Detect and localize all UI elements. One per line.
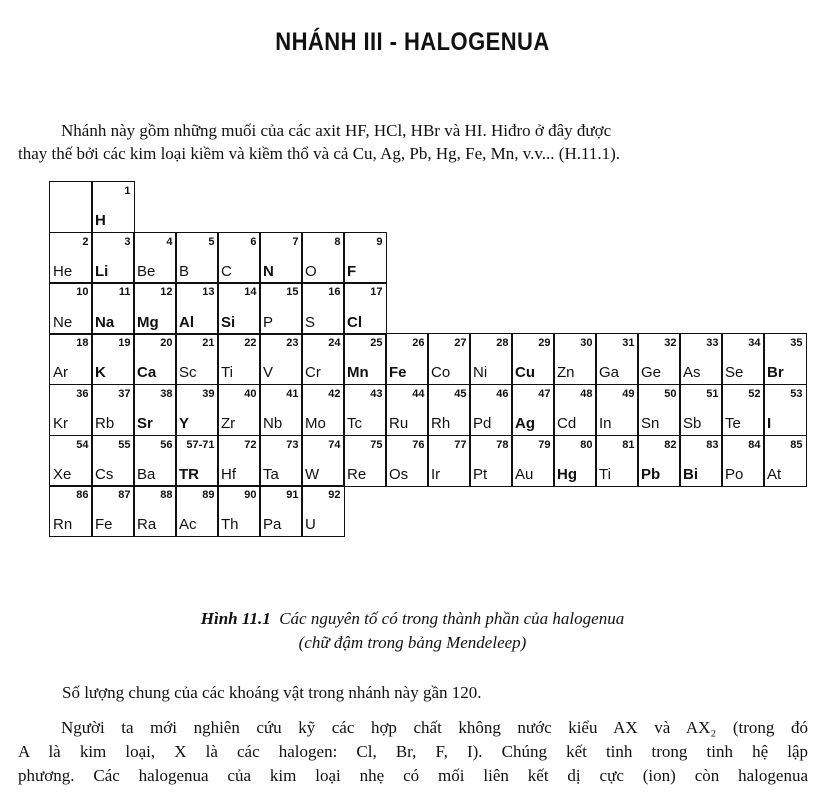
caption-label: Hình 11.1 [200, 609, 271, 628]
element-symbol: Ba [137, 465, 156, 483]
element-cell-nb [259, 384, 303, 436]
element-cell-fe [385, 333, 429, 385]
caption-text: Các nguyên tố có trong thành phần của halogenua [279, 609, 625, 628]
element-symbol: Cd [557, 414, 577, 432]
element-symbol: Zr [221, 414, 236, 432]
element-symbol: Au [515, 465, 534, 483]
atomic-number: 79 [538, 438, 551, 451]
atomic-number: 90 [244, 489, 257, 502]
element-symbol: O [305, 262, 317, 280]
atomic-number: 88 [160, 489, 173, 502]
atomic-number: 39 [202, 387, 215, 400]
element-symbol: Nb [263, 414, 283, 432]
element-symbol: S [305, 313, 316, 331]
element-cell-tr [175, 435, 219, 487]
element-cell-he [49, 232, 93, 284]
atomic-number: 72 [244, 438, 257, 451]
atomic-number: 27 [454, 337, 467, 350]
element-symbol: He [53, 262, 73, 280]
element-cell-sn [637, 384, 681, 436]
element-cell-u [301, 485, 345, 537]
intro-line-2: thay thế bởi các kim loại kiềm và kiềm thổ và cả Cu, Ag, Pb, Hg, Fe, Mn, v.v... (H.11.1). [18, 144, 620, 163]
element-cell-rb [91, 384, 135, 436]
element-cell-f [343, 232, 387, 284]
atomic-number: 3 [124, 235, 131, 248]
element-cell-sc [175, 333, 219, 385]
atomic-number: 40 [244, 387, 257, 400]
atomic-number: 55 [118, 438, 131, 451]
element-symbol: K [95, 364, 106, 382]
caption-line-1 [0, 607, 825, 631]
element-cell-ti [595, 435, 639, 487]
element-symbol: Pd [473, 414, 492, 432]
element-cell-ru [385, 384, 429, 436]
element-cell-cu [511, 333, 555, 385]
element-symbol: I [767, 414, 772, 432]
atomic-number: 73 [286, 438, 299, 451]
atomic-number: 49 [622, 387, 635, 400]
element-cell-kr [49, 384, 93, 436]
atomic-number: 34 [748, 337, 761, 350]
element-cell-s [301, 282, 345, 334]
atomic-number: 33 [706, 337, 719, 350]
element-symbol: Ta [263, 465, 279, 483]
element-symbol: Hg [557, 465, 577, 483]
atomic-number: 7 [292, 235, 299, 248]
element-symbol: In [599, 414, 612, 432]
element-symbol: Cu [515, 364, 535, 382]
element-symbol: Cr [305, 364, 321, 382]
element-cell-co [427, 333, 471, 385]
element-cell-i [763, 384, 807, 436]
element-symbol: Rh [431, 414, 451, 432]
element-symbol: N [263, 262, 274, 280]
element-cell-h [91, 181, 135, 233]
page-title: NHÁNH III - HALOGENUA [275, 28, 550, 56]
atomic-number: 23 [286, 337, 299, 350]
atomic-number: 52 [748, 387, 761, 400]
atomic-number: 1 [124, 185, 131, 197]
element-symbol: Ge [641, 364, 662, 382]
element-cell-hg [553, 435, 597, 487]
element-cell-re [343, 435, 387, 487]
element-cell-na [91, 282, 135, 334]
atomic-number: 9 [376, 235, 383, 248]
element-cell-n [259, 232, 303, 284]
atomic-number: 4 [166, 235, 173, 248]
element-symbol: Sb [683, 414, 702, 432]
atomic-number: 2 [82, 235, 89, 248]
atomic-number: 17 [370, 286, 383, 299]
atomic-number: 36 [76, 387, 89, 400]
atomic-number: 80 [580, 438, 593, 451]
element-cell-rh [427, 384, 471, 436]
element-symbol: Sn [641, 414, 660, 432]
element-cell-ir [427, 435, 471, 487]
element-cell-k [91, 333, 135, 385]
atomic-number: 47 [538, 387, 551, 400]
atomic-number: 10 [76, 286, 89, 299]
element-symbol: C [221, 262, 232, 280]
element-cell-bi [679, 435, 723, 487]
element-symbol: Kr [53, 414, 68, 432]
element-cell-cl [343, 282, 387, 334]
element-symbol: Si [221, 313, 236, 331]
element-cell-ti [217, 333, 261, 385]
element-cell-au [511, 435, 555, 487]
element-cell-be [133, 232, 177, 284]
caption-line-2: (chữ đậm trong bảng Mendeleep) [298, 633, 527, 652]
element-symbol: Ti [599, 465, 611, 483]
atomic-number: 30 [580, 337, 593, 350]
element-cell-zn [553, 333, 597, 385]
element-symbol: Ti [221, 364, 233, 382]
element-symbol: Fe [95, 516, 113, 534]
element-cell-mo [301, 384, 345, 436]
atomic-number: 19 [118, 337, 131, 350]
element-symbol: Th [221, 516, 239, 534]
element-cell-li [91, 232, 135, 284]
element-symbol: Po [725, 465, 744, 483]
figure-caption [0, 607, 825, 655]
atomic-number: 35 [790, 337, 803, 350]
atomic-number: 74 [328, 438, 341, 451]
element-cell-cd [553, 384, 597, 436]
element-cell-th [217, 485, 261, 537]
element-symbol: Re [347, 465, 367, 483]
body-line-3: phương. Các halogenua của kim loại nhẹ có mối liên kết dị cực (ion) còn halogenua [18, 766, 808, 785]
element-symbol: Ag [515, 414, 535, 432]
element-cell-tc [343, 384, 387, 436]
element-symbol: Y [179, 414, 190, 432]
atomic-number: 11 [118, 286, 131, 299]
element-symbol: Be [137, 262, 156, 280]
element-symbol: H [95, 212, 106, 230]
atomic-number: 87 [118, 489, 131, 502]
element-symbol: P [263, 313, 274, 331]
element-cell-al [175, 282, 219, 334]
element-cell-c [217, 232, 261, 284]
atomic-number: 77 [454, 438, 467, 451]
atomic-number: 22 [244, 337, 257, 350]
element-symbol: Pt [473, 465, 488, 483]
element-cell-ta [259, 435, 303, 487]
atomic-number: 81 [622, 438, 635, 451]
atomic-number: 84 [748, 438, 761, 451]
atomic-number: 85 [790, 438, 803, 451]
atomic-number: 6 [250, 235, 257, 248]
element-symbol: Ar [53, 364, 68, 382]
atomic-number: 50 [664, 387, 677, 400]
element-symbol: Sc [179, 364, 197, 382]
element-symbol: V [263, 364, 274, 382]
element-cell-ar [49, 333, 93, 385]
element-symbol: Ni [473, 364, 488, 382]
atomic-number: 5 [208, 235, 215, 248]
element-cell-rn [49, 485, 93, 537]
element-cell-sr [133, 384, 177, 436]
element-symbol: Mg [137, 313, 159, 331]
element-symbol: Mn [347, 364, 369, 382]
atomic-number: 24 [328, 337, 341, 350]
element-symbol: Pa [263, 516, 282, 534]
atomic-number: 76 [412, 438, 425, 451]
element-cell-v [259, 333, 303, 385]
atomic-number: 15 [286, 286, 299, 299]
element-cell-ga [595, 333, 639, 385]
element-cell-pb [637, 435, 681, 487]
atomic-number: 18 [76, 337, 89, 350]
element-cell-si [217, 282, 261, 334]
atomic-number: 29 [538, 337, 551, 350]
element-cell-hf [217, 435, 261, 487]
atomic-number: 16 [328, 286, 341, 299]
element-cell-ba [133, 435, 177, 487]
atomic-number: 46 [496, 387, 509, 400]
element-symbol: Na [95, 313, 115, 331]
element-symbol: Co [431, 364, 451, 382]
element-symbol: Ne [53, 313, 73, 331]
atomic-number: 20 [160, 337, 173, 350]
atomic-number: 56 [160, 438, 173, 451]
body-paragraph [18, 716, 808, 788]
atomic-number: 21 [202, 337, 215, 350]
atomic-number: 44 [412, 387, 425, 400]
element-symbol: Li [95, 262, 109, 280]
element-cell-o [301, 232, 345, 284]
atomic-number: 37 [118, 387, 131, 400]
element-symbol: At [767, 465, 782, 483]
atomic-number: 53 [790, 387, 803, 400]
element-symbol: F [347, 262, 357, 280]
element-cell-ac [175, 485, 219, 537]
element-cell-y [175, 384, 219, 436]
atomic-number: 54 [76, 438, 89, 451]
element-symbol: Rb [95, 414, 115, 432]
atomic-number: 32 [664, 337, 677, 350]
element-symbol: Cs [95, 465, 114, 483]
element-cell-ni [469, 333, 513, 385]
element-symbol: Al [179, 313, 194, 331]
atomic-number: 75 [370, 438, 383, 451]
element-cell-w [301, 435, 345, 487]
atomic-number: 57-71 [186, 438, 215, 451]
blank-cell [49, 181, 93, 233]
count-paragraph: Số lượng chung của các khoáng vật trong nhánh này gần 120. [62, 683, 482, 702]
element-symbol: Tc [347, 414, 362, 432]
element-symbol: Ru [389, 414, 409, 432]
element-cell-ge [637, 333, 681, 385]
element-cell-se [721, 333, 765, 385]
element-cell-os [385, 435, 429, 487]
element-symbol: Cl [347, 313, 362, 331]
atomic-number: 89 [202, 489, 215, 502]
atomic-number: 48 [580, 387, 593, 400]
atomic-number: 28 [496, 337, 509, 350]
element-symbol: W [305, 465, 320, 483]
element-symbol: Zn [557, 364, 575, 382]
atomic-number: 78 [496, 438, 509, 451]
element-symbol: Xe [53, 465, 72, 483]
body-line-1: Người ta mới nghiên cứu kỹ các hợp chất không nước kiểu AX và AX₂ (trong đó [61, 718, 808, 737]
element-symbol: Hf [221, 465, 236, 483]
atomic-number: 83 [706, 438, 719, 451]
element-symbol: Sr [137, 414, 153, 432]
atomic-number: 45 [454, 387, 467, 400]
atomic-number: 43 [370, 387, 383, 400]
atomic-number: 42 [328, 387, 341, 400]
element-symbol: B [179, 262, 190, 280]
element-symbol: As [683, 364, 701, 382]
element-symbol: Os [389, 465, 409, 483]
atomic-number: 26 [412, 337, 425, 350]
element-symbol: Se [725, 364, 744, 382]
element-symbol: Rn [53, 516, 73, 534]
atomic-number: 31 [622, 337, 635, 350]
intro-line-1: Nhánh này gồm những muối của các axit HF, HCl, HBr và HI. Hiđro ở đây được [61, 121, 612, 140]
element-cell-pa [259, 485, 303, 537]
element-cell-cr [301, 333, 345, 385]
element-symbol: Te [725, 414, 741, 432]
element-symbol: Ra [137, 516, 157, 534]
element-cell-zr [217, 384, 261, 436]
element-cell-mn [343, 333, 387, 385]
element-cell-as [679, 333, 723, 385]
element-symbol: Mo [305, 414, 326, 432]
element-cell-ra [133, 485, 177, 537]
atomic-number: 14 [244, 286, 257, 299]
element-cell-xe [49, 435, 93, 487]
element-cell-ca [133, 333, 177, 385]
element-symbol: Pb [641, 465, 661, 483]
element-cell-p [259, 282, 303, 334]
element-symbol: Ca [137, 364, 157, 382]
element-cell-te [721, 384, 765, 436]
element-symbol: Bi [683, 465, 698, 483]
element-symbol: TR [179, 465, 199, 483]
body-line-2: A là kim loại, X là các halogen: Cl, Br, F, I). Chúng kết tinh trong tinh hệ lập [18, 742, 808, 761]
element-symbol: Ac [179, 516, 197, 534]
element-cell-b [175, 232, 219, 284]
element-cell-fe [91, 485, 135, 537]
atomic-number: 41 [286, 387, 299, 400]
element-symbol: Ir [431, 465, 441, 483]
element-cell-mg [133, 282, 177, 334]
atomic-number: 92 [328, 489, 341, 502]
element-cell-in [595, 384, 639, 436]
atomic-number: 86 [76, 489, 89, 502]
element-symbol: Br [767, 364, 784, 382]
element-cell-pt [469, 435, 513, 487]
element-cell-at [763, 435, 807, 487]
element-cell-ne [49, 282, 93, 334]
element-symbol: U [305, 516, 316, 534]
element-cell-ag [511, 384, 555, 436]
atomic-number: 91 [286, 489, 299, 502]
element-cell-br [763, 333, 807, 385]
element-cell-pd [469, 384, 513, 436]
element-symbol: Fe [389, 364, 407, 382]
atomic-number: 82 [664, 438, 677, 451]
atomic-number: 8 [334, 235, 341, 248]
element-cell-sb [679, 384, 723, 436]
element-cell-po [721, 435, 765, 487]
atomic-number: 12 [160, 286, 173, 299]
element-symbol: Ga [599, 364, 620, 382]
atomic-number: 38 [160, 387, 173, 400]
atomic-number: 25 [370, 337, 383, 350]
atomic-number: 51 [706, 387, 719, 400]
element-cell-cs [91, 435, 135, 487]
atomic-number: 13 [202, 286, 215, 299]
